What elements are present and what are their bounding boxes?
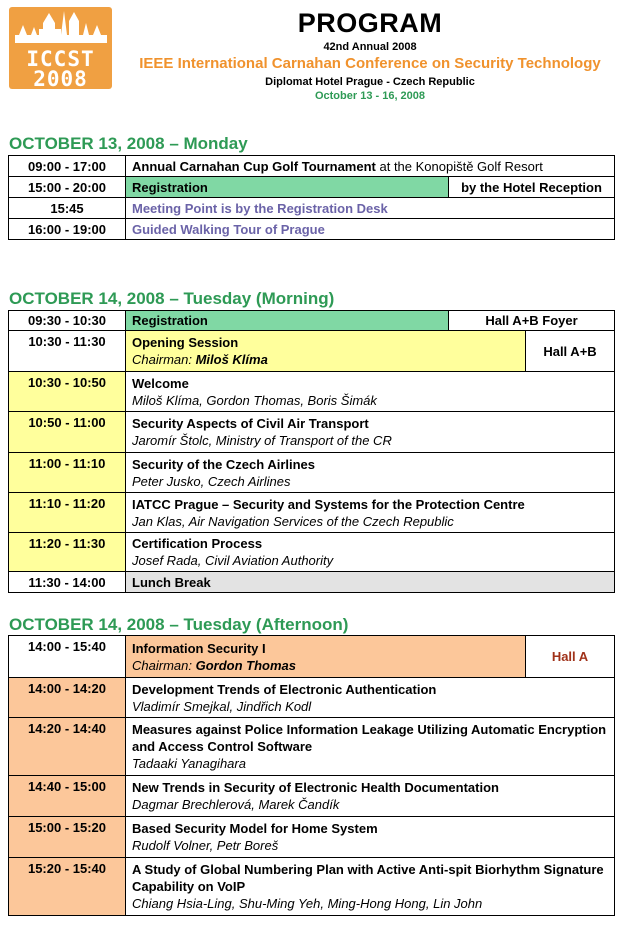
logo-line-2: 2008 bbox=[33, 67, 88, 89]
lunch-break: Lunch Break bbox=[126, 572, 615, 593]
table-row bbox=[9, 412, 615, 453]
session-title: Information Security I bbox=[132, 640, 266, 656]
table-row bbox=[9, 636, 615, 678]
talk-speakers: Chiang Hsia-Ling, Shu-Ming Yeh, Ming-Hong Hong, Lin John bbox=[132, 896, 483, 911]
talk-title: Based Security Model for Home System bbox=[132, 821, 378, 836]
time-cell: 11:10 - 11:20 bbox=[9, 493, 126, 533]
talk-cell bbox=[126, 817, 615, 858]
time-cell: 14:40 - 15:00 bbox=[9, 776, 126, 817]
table-row bbox=[9, 156, 615, 177]
talk-speakers: Vladimír Smejkal, Jindřich Kodl bbox=[132, 698, 312, 714]
event-title: Guided Walking Tour of Prague bbox=[126, 219, 615, 240]
conference-logo bbox=[9, 7, 112, 89]
time-cell: 16:00 - 19:00 bbox=[9, 219, 126, 240]
schedule-table-oct-14-afternoon bbox=[8, 635, 615, 916]
event-location: at the Konopiště Golf Resort bbox=[375, 158, 543, 174]
time-cell: 10:30 - 10:50 bbox=[9, 372, 126, 412]
talk-cell bbox=[126, 533, 615, 572]
table-row bbox=[9, 678, 615, 718]
event-cell bbox=[126, 156, 615, 177]
session-cell bbox=[126, 331, 526, 372]
event-title: Registration bbox=[126, 311, 449, 331]
talk-cell bbox=[126, 718, 615, 776]
time-cell: 14:00 - 15:40 bbox=[9, 636, 126, 678]
table-row bbox=[9, 817, 615, 858]
table-row bbox=[9, 331, 615, 372]
talk-speakers: Tadaaki Yanagihara bbox=[132, 756, 246, 771]
table-row bbox=[9, 372, 615, 412]
talk-speakers: Miloš Klíma, Gordon Thomas, Boris Šimák bbox=[132, 392, 377, 408]
table-row bbox=[9, 718, 615, 776]
table-row bbox=[9, 858, 615, 916]
table-row bbox=[9, 453, 615, 493]
table-row bbox=[9, 533, 615, 572]
chair-name: Gordon Thomas bbox=[195, 657, 296, 673]
event-title: Meeting Point is by the Registration Desk bbox=[126, 198, 615, 219]
time-cell: 11:00 - 11:10 bbox=[9, 453, 126, 493]
session-cell bbox=[126, 636, 526, 678]
logo-line-1: ICCST bbox=[26, 47, 95, 71]
time-cell: 11:20 - 11:30 bbox=[9, 533, 126, 572]
time-cell: 15:00 - 15:20 bbox=[9, 817, 126, 858]
talk-cell bbox=[126, 858, 615, 916]
hall-label: Hall A+B bbox=[526, 331, 615, 372]
time-cell: 15:45 bbox=[9, 198, 126, 219]
talk-title: New Trends in Security of Electronic Health Documentation bbox=[132, 780, 499, 795]
day-heading-oct-14-morning: OCTOBER 14, 2008 – Tuesday (Morning) bbox=[9, 289, 335, 308]
annual-label: 42nd Annual 2008 bbox=[323, 41, 417, 53]
conference-name: IEEE International Carnahan Conference on Security Technology bbox=[139, 55, 601, 72]
chair-name: Miloš Klíma bbox=[195, 352, 268, 367]
time-cell: 14:00 - 14:20 bbox=[9, 678, 126, 718]
talk-speakers: Peter Jusko, Czech Airlines bbox=[132, 473, 291, 489]
time-cell: 09:30 - 10:30 bbox=[9, 311, 126, 331]
event-note: by the Hotel Reception bbox=[449, 177, 615, 198]
table-row bbox=[9, 198, 615, 219]
table-row bbox=[9, 493, 615, 533]
talk-cell bbox=[126, 372, 615, 412]
talk-cell bbox=[126, 678, 615, 718]
table-row bbox=[9, 572, 615, 593]
talk-title: IATCC Prague – Security and Systems for the Protection Centre bbox=[132, 496, 525, 512]
schedule-table-oct-13 bbox=[8, 155, 615, 240]
day-heading-oct-13: OCTOBER 13, 2008 – Monday bbox=[9, 134, 248, 153]
talk-cell bbox=[126, 493, 615, 533]
talk-cell bbox=[126, 776, 615, 817]
talk-title: Welcome bbox=[132, 375, 189, 391]
talk-speakers: Jaromír Štolc, Ministry of Transport of the CR bbox=[132, 433, 392, 448]
day-heading-oct-14-afternoon: OCTOBER 14, 2008 – Tuesday (Afternoon) bbox=[9, 615, 349, 634]
table-row bbox=[9, 177, 615, 198]
venue: Diplomat Hotel Prague - Czech Republic bbox=[265, 76, 475, 88]
talk-cell bbox=[126, 412, 615, 453]
talk-title: Security of the Czech Airlines bbox=[132, 456, 316, 472]
talk-title: Security Aspects of Civil Air Transport bbox=[132, 416, 369, 431]
time-cell: 10:30 - 11:30 bbox=[9, 331, 126, 372]
chair-label: Chairman: bbox=[132, 657, 196, 673]
page-title: PROGRAM bbox=[297, 8, 443, 38]
talk-title: Certification Process bbox=[132, 536, 263, 551]
event-title: Annual Carnahan Cup Golf Tournament bbox=[132, 158, 376, 174]
time-cell: 11:30 - 14:00 bbox=[9, 572, 126, 593]
session-title: Opening Session bbox=[132, 335, 239, 350]
talk-cell bbox=[126, 453, 615, 493]
talk-speakers: Jan Klas, Air Navigation Services of the Czech Republic bbox=[132, 513, 454, 529]
time-cell: 14:20 - 14:40 bbox=[9, 718, 126, 776]
hall-label: Hall A+B Foyer bbox=[449, 311, 615, 331]
table-row bbox=[9, 219, 615, 240]
time-cell: 15:20 - 15:40 bbox=[9, 858, 126, 916]
table-row bbox=[9, 311, 615, 331]
talk-speakers: Dagmar Brechlerová, Marek Čandík bbox=[132, 797, 340, 812]
talk-title: Measures against Police Information Leakage Utilizing Automatic Encryption and Access Control Software bbox=[132, 722, 607, 754]
talk-speakers: Rudolf Volner, Petr Boreš bbox=[132, 838, 279, 853]
time-cell: 09:00 - 17:00 bbox=[9, 156, 126, 177]
prague-castle-icon bbox=[9, 7, 112, 47]
event-title: Registration bbox=[126, 177, 449, 198]
conference-dates: October 13 - 16, 2008 bbox=[314, 90, 426, 102]
talk-title: A Study of Global Numbering Plan with Active Anti-spit Biorhythm Signature Capability on VoIP bbox=[132, 862, 604, 894]
talk-speakers: Josef Rada, Civil Aviation Authority bbox=[132, 553, 334, 568]
time-cell: 15:00 - 20:00 bbox=[9, 177, 126, 198]
chair-label: Chairman: bbox=[132, 352, 196, 367]
table-row bbox=[9, 776, 615, 817]
time-cell: 10:50 - 11:00 bbox=[9, 412, 126, 453]
talk-title: Development Trends of Electronic Authentication bbox=[132, 681, 437, 697]
schedule-table-oct-14-morning bbox=[8, 310, 615, 593]
hall-label: Hall A bbox=[526, 636, 615, 678]
